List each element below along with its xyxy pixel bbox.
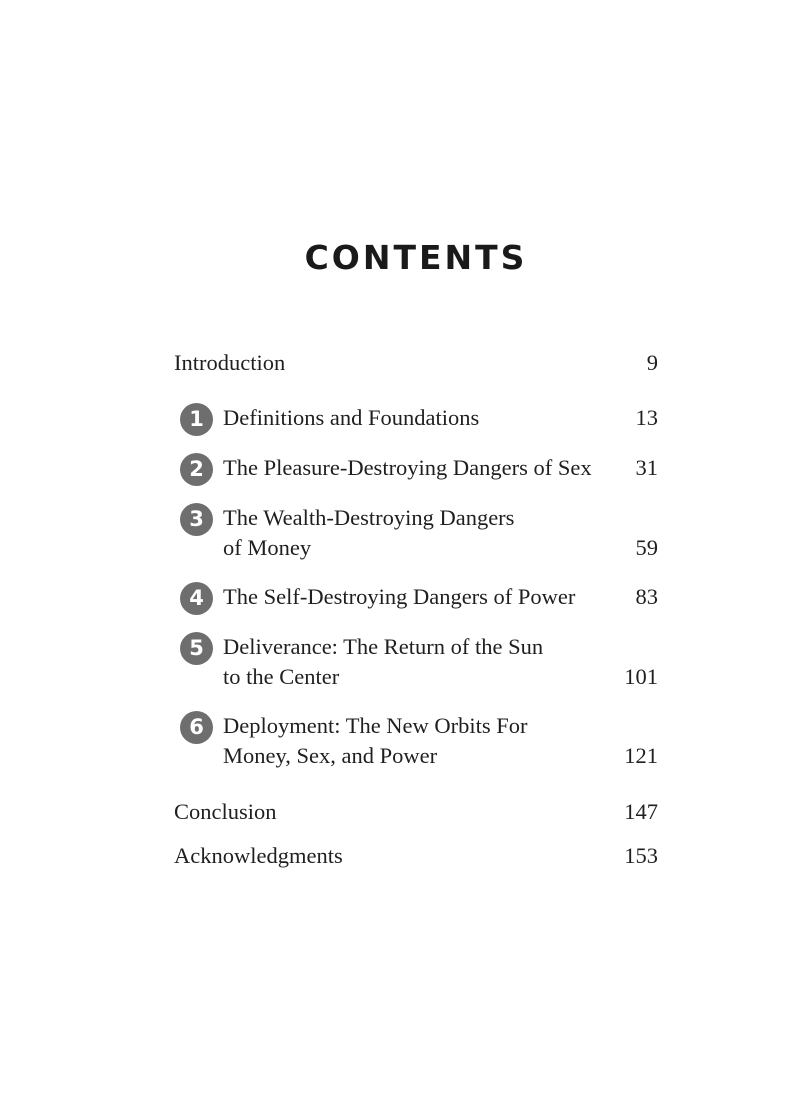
toc-chapter-5 xyxy=(180,632,658,695)
toc-entry-acknowledgments xyxy=(174,841,658,871)
chapter-title-line: The Self-Destroying Dangers of Power xyxy=(223,584,576,609)
toc-entry-page: 9 xyxy=(646,350,658,375)
chapter-number-badge: 3 xyxy=(180,503,213,536)
toc-chapter-4 xyxy=(180,582,658,615)
toc-entry-page: 147 xyxy=(624,799,658,824)
chapter-number-badge: 1 xyxy=(180,403,213,436)
toc-chapter-3 xyxy=(180,503,658,566)
chapter-title-line: Money, Sex, and Power xyxy=(223,743,438,768)
chapter-title-line: of Money xyxy=(223,535,312,560)
chapter-page: 83 xyxy=(635,584,658,609)
chapter-page: 101 xyxy=(624,664,658,689)
toc-chapter-6 xyxy=(180,711,658,774)
chapter-page: 13 xyxy=(635,405,658,430)
toc-chapter-2 xyxy=(180,453,658,486)
chapter-title-line: The Pleasure-Destroying Dangers of Sex xyxy=(223,455,592,480)
toc-chapter-1 xyxy=(180,403,658,436)
toc-entry-page: 153 xyxy=(624,843,658,868)
chapter-number-badge: 4 xyxy=(180,582,213,615)
chapter-title-line: Deliverance: The Return of the Sun xyxy=(223,634,544,659)
chapter-page: 59 xyxy=(635,535,658,560)
chapter-title-line: Definitions and Foundations xyxy=(223,405,480,430)
toc-entry-label: Acknowledgments xyxy=(174,843,343,868)
toc-entry-label: Introduction xyxy=(174,350,286,375)
page-title: CONTENTS xyxy=(304,238,528,277)
chapter-page: 31 xyxy=(635,455,658,480)
chapter-title-line: The Wealth-Destroying Dangers xyxy=(223,505,515,530)
chapter-number-badge: 5 xyxy=(180,632,213,665)
toc-entry-label: Conclusion xyxy=(174,799,277,824)
chapter-number-badge: 6 xyxy=(180,711,213,744)
chapter-page: 121 xyxy=(624,743,658,768)
chapter-title-line: Deployment: The New Orbits For xyxy=(223,713,528,738)
chapter-number-badge: 2 xyxy=(180,453,213,486)
toc-entry-introduction xyxy=(174,348,658,378)
toc-entry-conclusion xyxy=(174,797,658,827)
chapter-title-line: to the Center xyxy=(223,664,340,689)
